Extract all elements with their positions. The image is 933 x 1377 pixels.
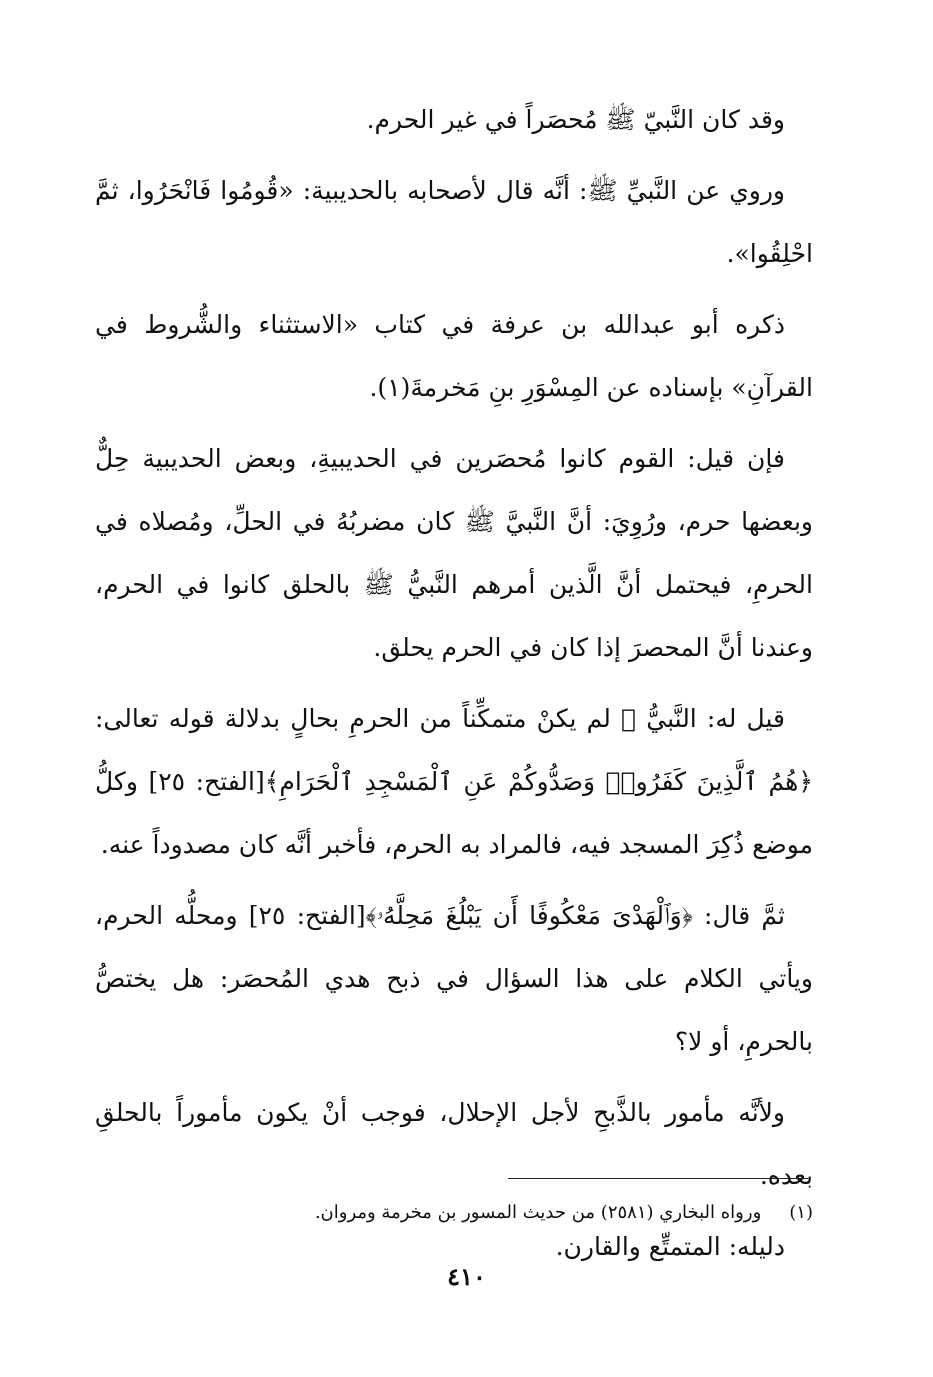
paragraph-7: ولأنَّه مأمور بالذَّبحِ لأجل الإحلال، فوجب أنْ يكون مأموراً بالحلقِ بعده. — [95, 1098, 813, 1190]
footnote-separator — [508, 1178, 808, 1179]
paragraph-1: وقد كان النَّبيّ ﷺ مُحصَراً في غير الحرم. — [366, 105, 785, 134]
footnote-text: ورواه البخاري (٢٥٨١) من حديث المسور بن مخرمة ومروان. — [314, 1202, 762, 1223]
footnote-number: (١) — [789, 1202, 813, 1223]
paragraph-4: فإن قيل: القوم كانوا مُحصَرين في الحديبيةِ، وبعض الحديبية حِلٌّ وبعضها حرم، ورُوِيَ: أنَّ النَّبيَّ ﷺ كان مضربُهُ في الحلِّ، ومُصلاه في الحرمِ، فيحتمل أنَّ الَّذين أمرهم النَّبيُّ ﷺ بالحلق كانوا في الحرم، وعندنا أنَّ المحصرَ إذا كان في الحرم يحلق. — [95, 444, 813, 662]
page-number: ٤١٠ — [447, 1262, 486, 1291]
paragraph-2: وروي عن النَّبيِّ ﷺ: أنَّه قال لأصحابه بالحديبية: «قُومُوا فَانْحَرُوا، ثمَّ احْلِقُوا». — [95, 176, 813, 268]
paragraph-5: قيل له: النَّبيُّ ﷺ لم يكنْ متمكِّناً من الحرمِ بحالٍ بدلالة قوله تعالى: ﴿هُمُ ٱلَّذِينَ كَفَرُوا۟ وَصَدُّوكُمْ عَنِ ٱلْمَسْجِدِ ٱلْحَرَامِ﴾[الفتح: ٢٥] وكلُّ موضع ذُكِرَ المسجد فيه، فالمراد به الحرم، فأخبر أنَّه كان مصدوداً عنه. — [95, 704, 814, 859]
paragraph-6: ثمَّ قال: ﴿وَٱلْهَدْىَ مَعْكُوفًا أَن يَبْلُغَ مَحِلَّهُۥ﴾[الفتح: ٢٥] ومحلُّه الحرم، ويأتي الكلام على هذا السؤال في ذبح هدي المُحصَر: هل يختصُّ بالحرمِ، أو لا؟ — [95, 901, 813, 1056]
footnote — [95, 1198, 813, 1228]
main-text — [95, 88, 813, 1278]
paragraph-8: دليله: المتمتِّع والقارن. — [555, 1232, 785, 1261]
paragraph-3: ذكره أبو عبدالله بن عرفة في كتاب «الاستثناء والشُّروط في القرآنِ» بإسناده عن المِسْوَرِ بنِ مَخرمةَ(١). — [95, 310, 813, 402]
